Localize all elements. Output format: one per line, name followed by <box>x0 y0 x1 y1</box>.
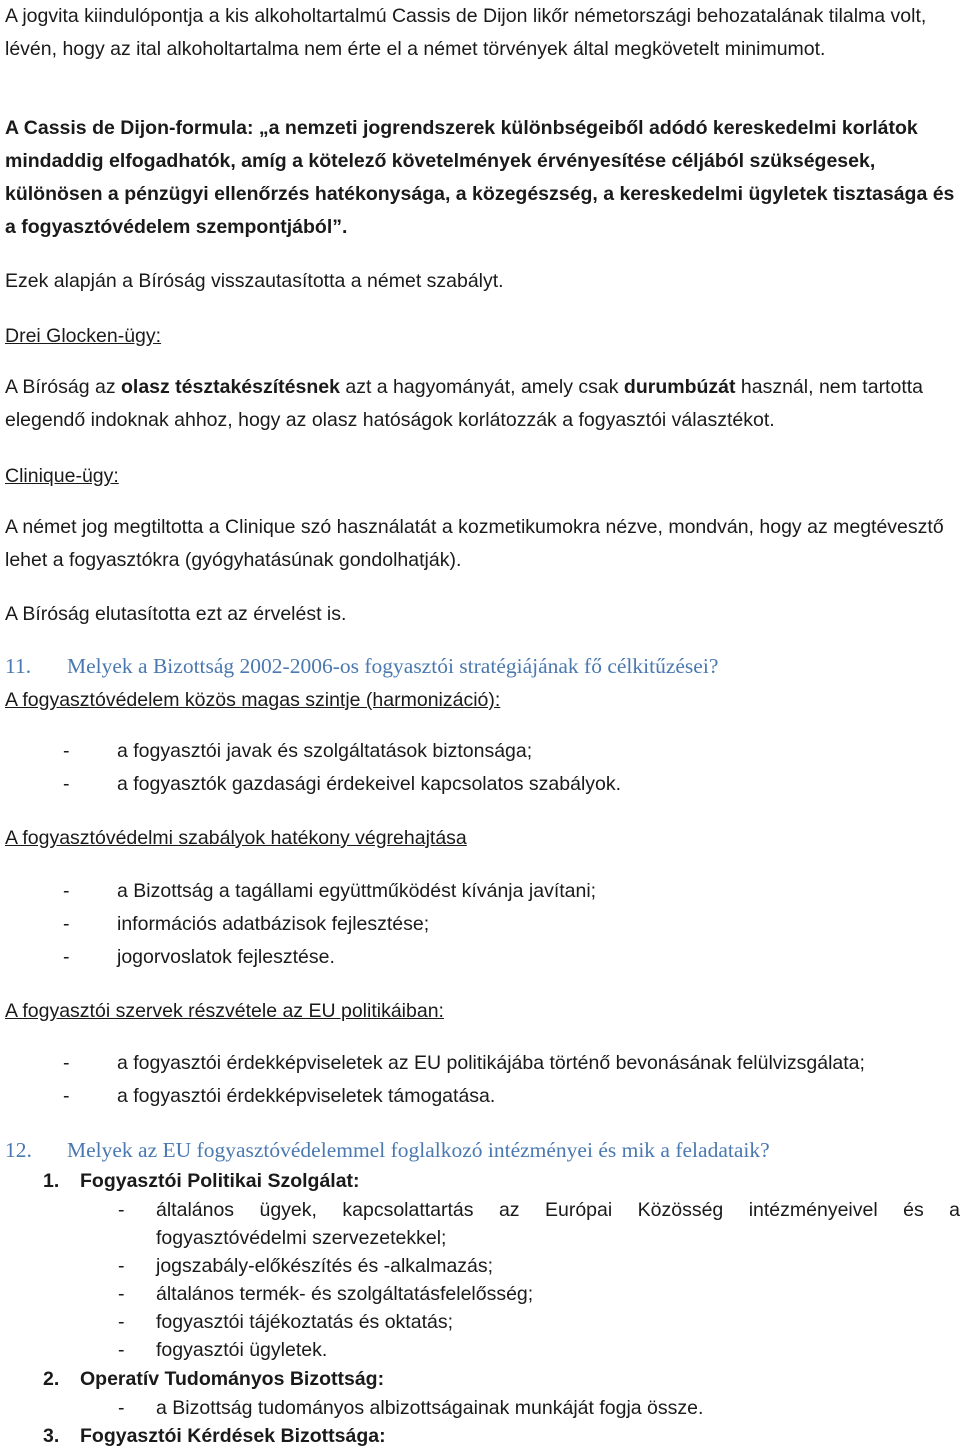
question-11-title: Melyek a Bizottság 2002-2006-os fogyasztói stratégiájának fő célkitűzései? <box>67 654 719 678</box>
clinique-text: A német jog megtiltotta a Clinique szó használatát a kozmetikumokra nézve, mondván, hogy az megtévesztő lehet a fogyasztókra (gyógyhatásúnak gondolhatják). <box>5 516 944 571</box>
q11-section-list <box>5 875 957 974</box>
q11-section-heading: A fogyasztóvédelmi szabályok hatékony végrehajtása <box>5 827 467 849</box>
list-item: - jogorvoslatok fejlesztése. <box>63 946 335 968</box>
institution-number: 1. <box>43 1170 60 1192</box>
question-12-number: 12. <box>5 1138 32 1162</box>
institution-number: 3. <box>43 1425 60 1447</box>
clinique-heading: Clinique-ügy: <box>5 465 119 487</box>
institution-name: Fogyasztói Kérdések Bizottsága: <box>80 1425 386 1447</box>
list-item: - információs adatbázisok fejlesztése; <box>63 913 430 935</box>
question-12-heading <box>5 1136 957 1164</box>
institution-name: Fogyasztói Politikai Szolgálat: <box>80 1170 360 1192</box>
clinique-conclusion: A Bíróság elutasította ezt az érvelést is. <box>5 603 347 625</box>
formula-paragraph <box>5 112 957 244</box>
dg-text-a: A Bíróság az <box>5 376 121 398</box>
formula-label: A Cassis de Dijon-formula: <box>5 117 259 139</box>
q11-section-heading: A fogyasztói szervek részvétele az EU politikáiban: <box>5 1000 444 1022</box>
dg-text-c: azt a hagyományát, amely csak <box>339 376 624 398</box>
formula-text: „a nemzeti jogrendszerek különbségeiből adódó kereskedelmi korlátok mindaddig elfogadhatók, amíg a kötelező követelmények érvényesítése céljából szükségesek, különösen a pénzügyi ellenőrzés hatékonysága, a közegészség, a kereskedelmi ügyletek tisztasága és a fogyasztóvédelem szempontjából”. <box>5 117 955 238</box>
dg-text-b: olasz tésztakészítésnek <box>120 376 340 398</box>
dg-text-e: használ, nem tartotta elegendő indoknak ahhoz, hogy az olasz hatóságok korlátozzák a fogyasztói választékot. <box>5 376 924 431</box>
dg-text-d: durumbúzát <box>623 376 736 398</box>
institution-number: 2. <box>43 1368 60 1390</box>
drei-glocken-heading: Drei Glocken-ügy: <box>5 325 162 347</box>
list-item: - a fogyasztói javak és szolgáltatások biztonsága; <box>63 740 533 762</box>
list-item: - a fogyasztók gazdasági érdekeivel kapcsolatos szabályok. <box>63 773 622 795</box>
intro-paragraph: A jogvita kiindulópontja a kis alkoholtartalmú Cassis de Dijon likőr németországi behozatalának tilalma volt, lévén, hogy az ital alkoholtartalma nem érte el a német törvények által megkövetelt minimumot. <box>5 5 927 60</box>
institution-name: Operatív Tudományos Bizottság: <box>80 1368 385 1390</box>
drei-glocken-text <box>5 371 957 437</box>
q11-section-list <box>5 1047 957 1113</box>
cassis-conclusion: Ezek alapján a Bíróság visszautasította a német szabályt. <box>5 270 504 292</box>
list-item: - a fogyasztói érdekképviseletek az EU politikájába történő bevonásának felülvizsgálata; <box>63 1052 865 1074</box>
list-item: - a Bizottság a tagállami együttműködést kívánja javítani; <box>63 880 597 902</box>
q11-section-list <box>5 735 957 801</box>
list-item: - a fogyasztói érdekképviseletek támogatása. <box>63 1085 496 1107</box>
question-12-title: Melyek az EU fogyasztóvédelemmel foglalkozó intézményei és mik a feladataik? <box>67 1138 770 1162</box>
question-11-number: 11. <box>5 654 32 678</box>
q11-section-heading: A fogyasztóvédelem közös magas szintje (harmonizáció): <box>5 689 501 711</box>
question-11-heading <box>5 652 957 680</box>
